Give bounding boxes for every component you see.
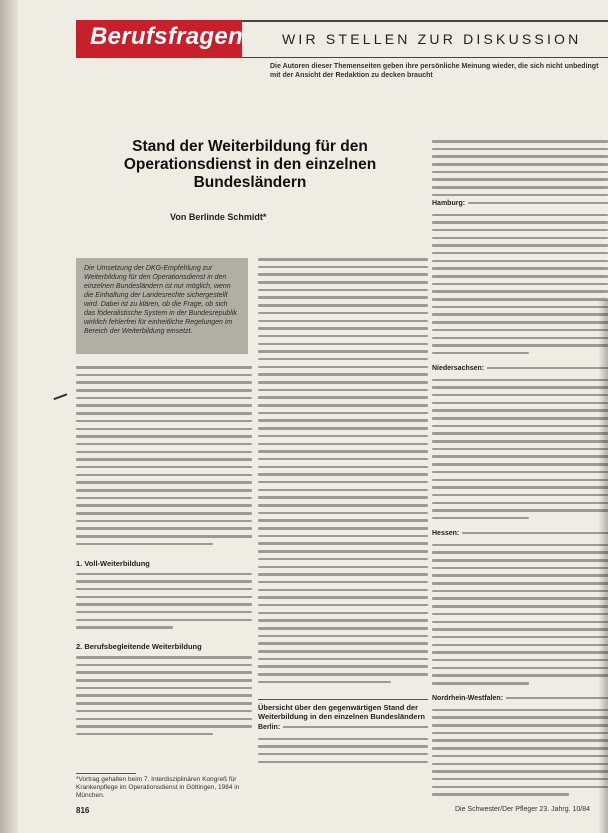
editorial-disclaimer: Die Autoren dieser Themenseiten geben ihre persönliche Meinung wieder, die sich nicht unbedingt mit der Ansicht der Redaktion zu decken braucht [270,63,599,79]
footnote-rule [76,773,136,774]
runin-niedersachsen [432,364,608,375]
runin-berlin [258,723,428,734]
runin-hessen [432,529,608,540]
runin-hessen-label: Hessen: [432,530,462,537]
lead-paragraph-box: Die Umsetzung der DKG-Empfehlung zur Weiterbildung für den Operationsdienst in den einzelnen Bundesländern ist nur möglich, wenn die Einhaltung der Landesrechte sichergestellt wird. Dabei ist zu klären, ob die Frage, ob sich das föderalistische System in der Bundesrepublik wirklich fehlerfrei für einheitliche Regelungen im Bereich der Weiterbildung einsetzt. [76,258,248,354]
section-band [76,20,242,58]
runin-hamburg-label: Hamburg: [432,200,468,207]
article-author: Von Berlinde Schmidt* [170,212,267,222]
article-headline: Stand der Weiterbildung für den Operationsdienst in den einzelnen Bundesländern [123,138,377,191]
text-column-2 [258,258,428,768]
runin-hamburg [432,199,608,210]
runin-niedersachsen-label: Niedersachsen: [432,365,487,372]
page-fold-shadow [598,300,608,833]
runin-berlin-label: Berlin: [258,724,283,731]
text-column-1 [76,366,252,741]
page-number: 816 [76,806,90,815]
section-heading-1: 1. Voll-Weiterbildung [76,558,150,568]
pencil-mark [51,386,68,400]
page-binding-shadow [0,0,18,833]
runin-nrw-label: Nordrhein-Westfalen: [432,695,506,702]
series-title: WIR STELLEN ZUR DISKUSSION [282,31,582,47]
runin-nordrhein-westfalen [432,694,608,705]
overview-heading: Übersicht über den gegenwärtigen Stand der Weiterbildung in den einzelnen Bundesländern [258,699,428,721]
journal-reference: Die Schwester/Der Pfleger 23. Jahrg. 10/84 [455,806,591,813]
text-column-3 [432,140,608,801]
section-heading-2: 2. Berufsbegleitende Weiterbildung [76,642,202,651]
section-title: Berufsfragen [90,23,243,50]
footnote: *Vortrag gehalten beim 7. Interdisziplinären Kongreß für Krankenpflege im Operationsdienst in Göttingen, 1984 in München. [76,776,240,799]
series-bar [242,20,608,58]
